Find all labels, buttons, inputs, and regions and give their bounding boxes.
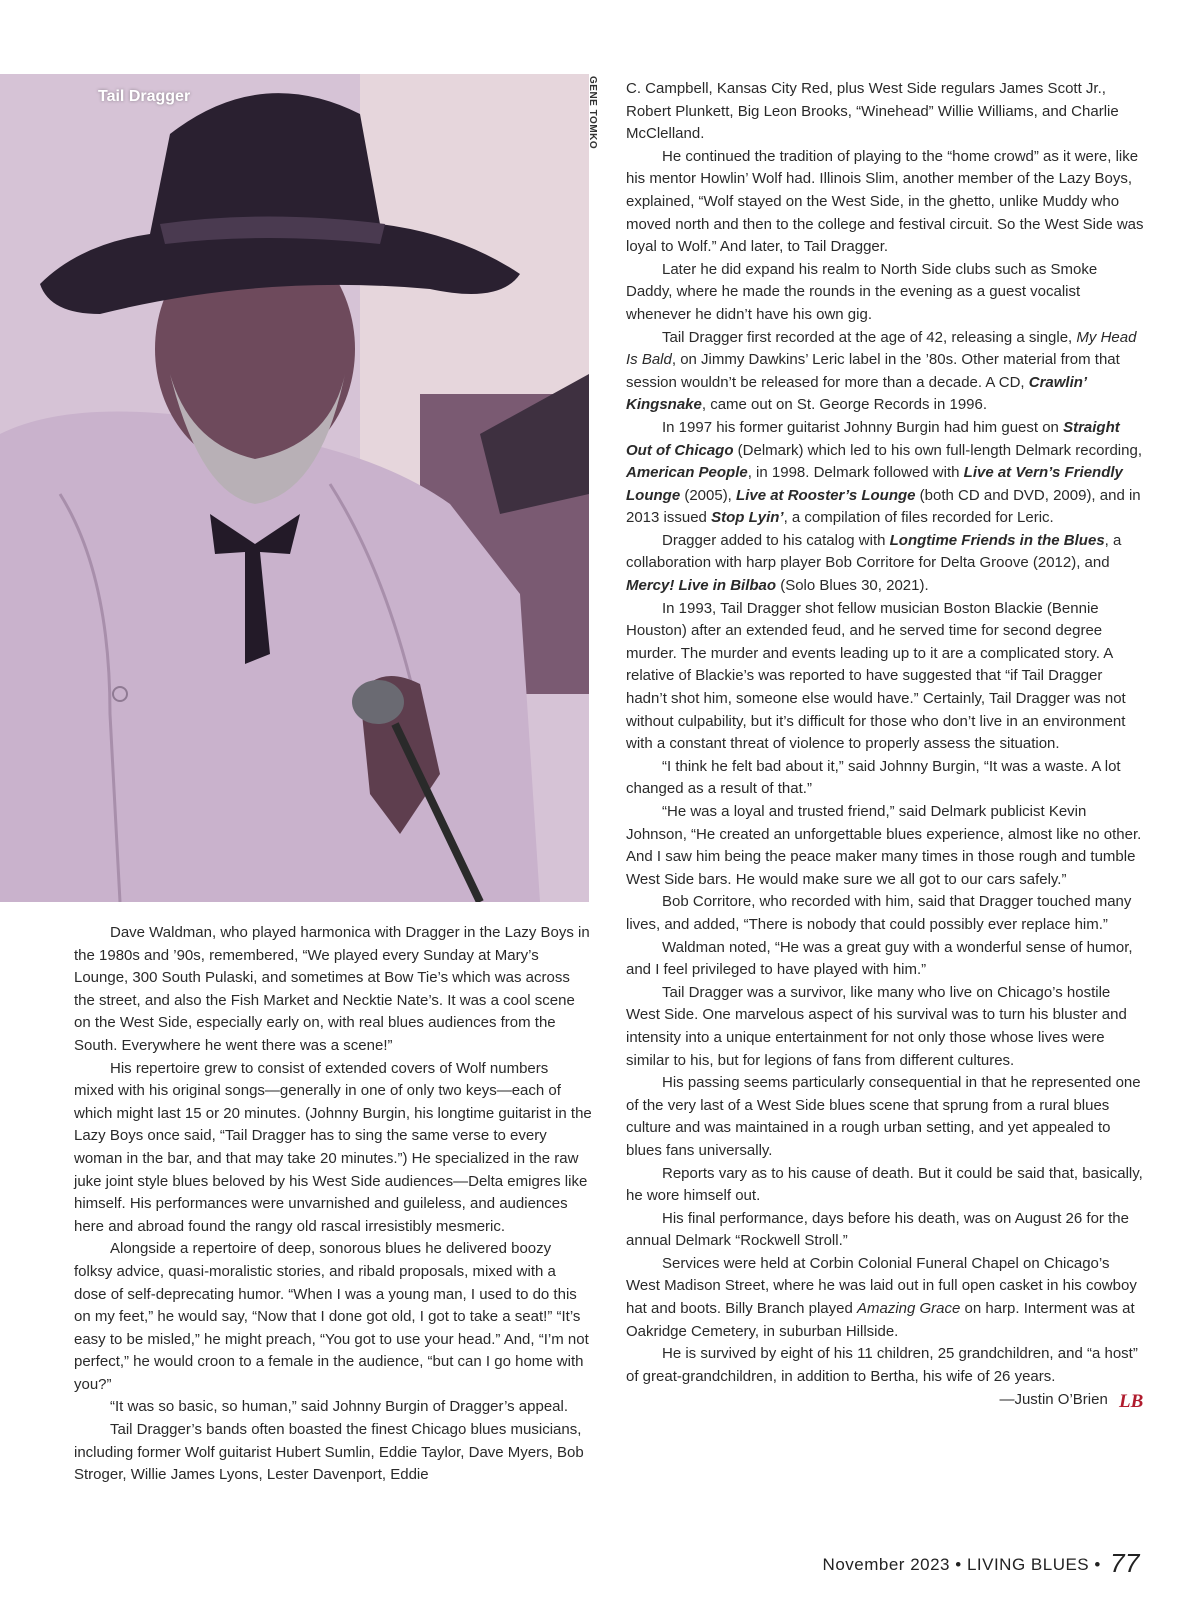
photo-credit: GENE TOMKO [587, 76, 598, 150]
record-title: Longtime Friends in the Blues [889, 531, 1105, 549]
paragraph: His final performance, days before his death, was on August 26 for the annual Delmark “Rockwell Stroll.” [626, 1209, 1129, 1250]
paragraph: Tail Dragger’s bands often boasted the finest Chicago blues musicians, including former Wolf guitarist Hubert Sumlin, Eddie Taylor, Dave Myers, Bob Stroger, Willie James Lyons, Lester Davenport, Eddie [74, 1421, 584, 1484]
record-title: Mercy! Live in Bilbao [626, 577, 777, 595]
paragraph: Tail Dragger first recorded at the age of 42, releasing a single, My Head Is Bald, on Jimmy Dawkins’ Leric label in the ’80s. Other material from that session wouldn’t be released for more than a decade. A CD, Crawlin’ Kingsnake, came out on St. George Records in 1996. [626, 328, 1137, 414]
right-column [626, 78, 1144, 1412]
living-blues-end-mark-icon [1118, 1388, 1144, 1412]
separator-bullet: • [1094, 1555, 1101, 1574]
paragraph: “He was a loyal and trusted friend,” said Delmark publicist Kevin Johnson, “He created an unforgettable blues experience, almost like no other. And I saw him being the peace maker many times in those rough and tumble West Side bars. He would make sure we all got to our cars safely.” [626, 803, 1142, 888]
page-number: 77 [1110, 1548, 1140, 1578]
paragraph: Reports vary as to his cause of death. But it could be said that, basically, he wore himself out. [626, 1164, 1143, 1205]
paragraph: Later he did expand his realm to North Side clubs such as Smoke Daddy, where he made the rounds in the evening as a guest vocalist whenever he didn’t have his own gig. [626, 260, 1098, 323]
paragraph: C. Campbell, Kansas City Red, plus West Side regulars James Scott Jr., Robert Plunkett, Big Leon Brooks, “Winehead” Willie Williams, and Charlie McClelland. [626, 80, 1119, 143]
page-footer [823, 1548, 1140, 1579]
paragraph: Tail Dragger was a survivor, like many who live on Chicago’s hostile West Side. One marvelous aspect of his survival was to turn his bluster and intensity into a unique entertainment for not only those whose lives were similar to his, but for legions of fans from different cultures. [626, 983, 1127, 1069]
paragraph: Waldman noted, “He was a great guy with a wonderful sense of humor, and I feel privileged to have played with him.” [626, 938, 1133, 979]
paragraph: His repertoire grew to consist of extended covers of Wolf numbers mixed with his original songs—generally in one of only two keys—each of which might last 15 or 20 minutes. (Johnny Burgin, his longtime guitarist in the Lazy Boys once said, “Tail Dragger has to sing the same verse to every woman in the bar, and that may take 20 minutes.”) He specialized in the raw juke joint style blues beloved by his West Side audiences—Delta emigres like himself. His performances were unvarnished and guileless, and audiences here and abroad found the rangy old rascal irresistibly mesmeric. [74, 1059, 592, 1235]
issue-date: November 2023 [822, 1555, 951, 1574]
svg-text:LB: LB [1119, 1391, 1144, 1413]
paragraph: He continued the tradition of playing to the “home crowd” as it were, like his mentor Howlin’ Wolf had. Illinois Slim, another member of the Lazy Boys, explained, “Wolf stayed on the West Side, in the ghetto, unlike Muddy who moved north and then to the college and festival circuit. So the West Side was loyal to Wolf.” And later, to Tail Dragger. [626, 147, 1144, 256]
record-title: Crawlin’ Kingsnake [626, 373, 1087, 414]
tail-dragger-photo-illustration [0, 74, 589, 902]
paragraph: Dave Waldman, who played harmonica with Dragger in the Lazy Boys in the 1980s and ’90s, remembered, “We played every Sunday at Mary’s Lounge, 300 South Pulaski, and sometimes at Bow Tie’s which was across the street, and also the Fish Market and Necktie Nate’s. It was a cool scene on the West Side, especially early on, with real blues audiences from the South. Everywhere he went there was a scene!” [74, 924, 590, 1054]
record-title: My Head Is Bald [626, 328, 1137, 369]
record-title: Live at Vern’s Friendly Lounge [626, 464, 1123, 504]
paragraph: “I think he felt bad about it,” said Johnny Burgin, “It was a waste. A lot changed as a result of that.” [626, 757, 1121, 798]
paragraph: Services were held at Corbin Colonial Funeral Chapel on Chicago’s West Madison Street, where he was laid out in full open casket in his cowboy hat and boots. Billy Branch played Amazing Grace on harp. Interment was at Oakridge Cemetery, in suburban Hillside. [626, 1254, 1137, 1340]
paragraph: Bob Corritore, who recorded with him, said that Dragger touched many lives, and added, “There is nobody that could possibly ever replace him.” [626, 893, 1132, 933]
left-column [74, 922, 592, 1487]
paragraph: Alongside a repertoire of deep, sonorous blues he delivered boozy folksy advice, quasi-moralistic stories, and ribald proposals, mixed with a dose of self-deprecating humor. “When I was a young man, I used to do this on my feet,” he would say, “Now that I done got old, I got to take a seat!” “It’s easy to be misled,” he might preach, “You got to use your head.” And, “I’m not perfect,” he would croon to a female in the audience, “but can I go home with you?” [74, 1240, 589, 1393]
author-signature: —Justin O’Brien LB [626, 1388, 1144, 1412]
record-title: American People [626, 464, 748, 482]
paragraph: “It was so basic, so human,” said Johnny Burgin of Dragger’s appeal. [110, 1398, 569, 1416]
record-title: Live at Rooster’s Lounge [736, 486, 916, 504]
paragraph: In 1997 his former guitarist Johnny Burgin had him guest on Straight Out of Chicago (Delmark) which led to his own full-length Delmark recording, American People, in 1998. Delmark followed with Live at Vern’s Friendly Lounge (2005), Live at Rooster’s Lounge (both CD and DVD, 2009), and in 2013 issued Stop Lyin’, a compilation of files recorded for Leric. [626, 418, 1142, 527]
paragraph: Dragger added to his catalog with Longtime Friends in the Blues, a collaboration with harp player Bob Corritore for Delta Groove (2012), and Mercy! Live in Bilbao (Solo Blues 30, 2021). [626, 531, 1122, 595]
magazine-name: LIVING BLUES [966, 1555, 1090, 1574]
paragraph: In 1993, Tail Dragger shot fellow musician Boston Blackie (Bennie Houston) after an extended feud, and he served time for second degree murder. The murder and events leading up to it are a complicated story. A relative of Blackie’s was reported to have suggested that “if Tail Dragger hadn’t shot him, someone else would have.” Certainly, Tail Dragger was not without culpability, but it’s difficult for those who don’t live in an environment with a constant threat of violence to properly assess the situation. [626, 599, 1126, 753]
record-title: Straight Out of Chicago [626, 418, 1120, 459]
paragraph: His passing seems particularly consequential in that he represented one of the very last of a West Side blues scene that sprung from a rural blues culture and was maintained in a rough urban setting, and yet appealed to blues fans universally. [626, 1074, 1141, 1159]
photo-caption: Tail Dragger [98, 88, 191, 105]
paragraph: He is survived by eight of his 11 children, 25 grandchildren, and “a host” of great-grandchildren, in addition to Bertha, his wife of 26 years. [626, 1345, 1138, 1385]
separator-bullet: • [955, 1555, 962, 1574]
record-title: Stop Lyin’ [711, 509, 784, 527]
article-photo [0, 74, 589, 902]
song-title: Amazing Grace [856, 1300, 961, 1318]
